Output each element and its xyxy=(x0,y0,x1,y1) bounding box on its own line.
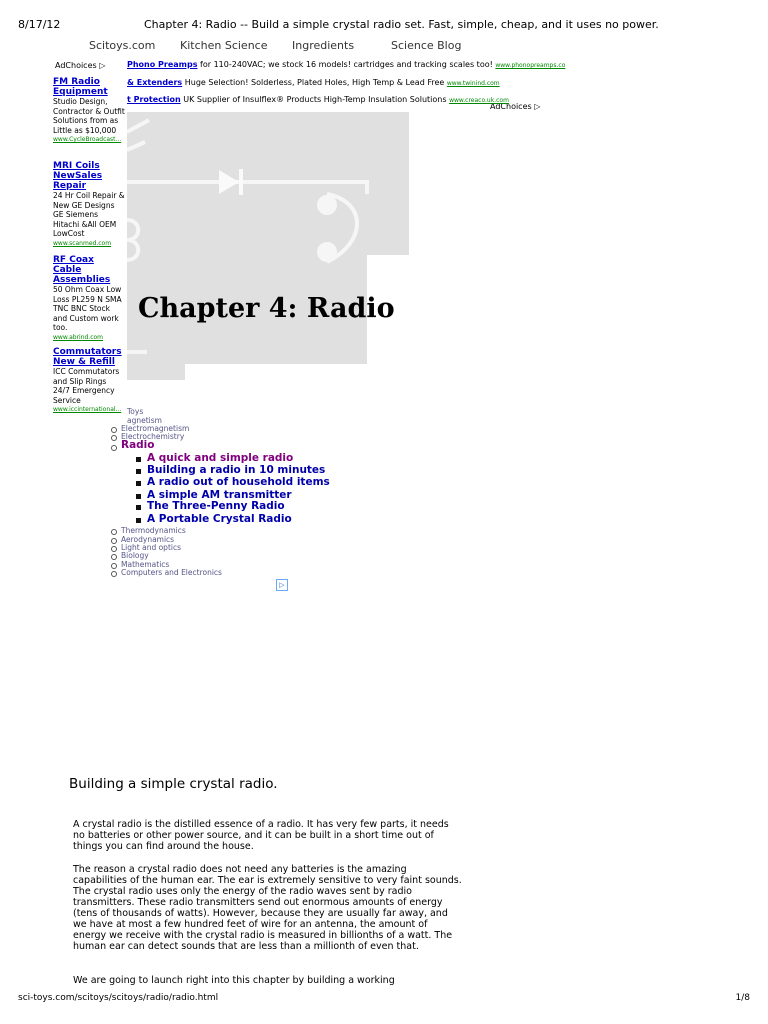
text-ad-url[interactable]: www.twinind.com xyxy=(446,80,500,87)
nav-item-thermodynamics[interactable]: Thermodynamics xyxy=(121,526,186,535)
side-ad-url[interactable]: www.scanmed.com xyxy=(53,239,112,247)
print-date: 8/17/12 xyxy=(18,18,61,31)
nav-bullet xyxy=(111,445,117,451)
text-ad-body: Huge Selection! Solderless, Plated Holes, High Temp & Lead Free xyxy=(182,78,445,87)
body-paragraph: A crystal radio is the distilled essence of a radio. It has very few parts, it needs no batteries or other power source, and it can be built in a short time out of things you can find around the house. xyxy=(73,819,449,852)
text-ad-row xyxy=(127,78,500,87)
side-ad-url[interactable]: www.abrind.com xyxy=(53,333,104,341)
text-ad-link[interactable]: & Extenders xyxy=(127,78,183,87)
adchoices-icon: ▷ xyxy=(99,61,106,70)
nav-bullet xyxy=(111,529,117,535)
nav-bullet xyxy=(111,554,117,560)
side-ad-body: 50 Ohm Coax Low Loss PL259 N SMA TNC BNC Stock and Custom work too. xyxy=(53,285,122,332)
text-ad-url[interactable]: www.phonopreamps.co xyxy=(495,62,566,69)
side-ad-body: Studio Design, Contractor & Outfit Solutions from as Little as $10,000 xyxy=(53,97,125,135)
nav-item-mathematics[interactable]: Mathematics xyxy=(121,560,170,569)
side-ad-link[interactable]: MRI Coils NewSales Repair xyxy=(53,161,103,191)
print-page-title: Chapter 4: Radio -- Build a simple crystal radio set. Fast, simple, cheap, and it uses no power. xyxy=(144,18,659,31)
ad-info-icon[interactable]: ▷ xyxy=(276,579,288,591)
nav-sub-am-transmitter[interactable]: A simple AM transmitter xyxy=(147,489,292,501)
text-ad-url[interactable]: www.creaco.uk.com xyxy=(449,97,509,104)
nav-bullet xyxy=(111,427,117,433)
nav-item-electromagnetism[interactable]: Electromagnetism xyxy=(121,424,190,433)
nav-item-toys[interactable]: Toys xyxy=(127,407,144,416)
body-paragraph: We are going to launch right into this chapter by building a working xyxy=(73,975,395,986)
nav-bullet xyxy=(111,538,117,544)
side-ad-body: ICC Commutators and Slip Rings 24/7 Emergency Service xyxy=(53,367,120,405)
text-ad-link[interactable]: Phono Preamps xyxy=(127,60,198,69)
side-ad-link[interactable]: Commutators New & Refill xyxy=(53,347,122,367)
text-ad-row xyxy=(127,60,565,69)
nav-square-bullet xyxy=(136,469,141,474)
nav-item-light-optics[interactable]: Light and optics xyxy=(121,543,181,552)
text-ad-body: for 110-240VAC; we stock 16 models! cartridges and tracking scales too! xyxy=(197,60,493,69)
nav-square-bullet xyxy=(136,505,141,510)
nav-sub-quick-simple-radio[interactable]: A quick and simple radio xyxy=(147,452,294,464)
side-ad xyxy=(53,77,125,145)
adchoices-label: AdChoices xyxy=(490,102,532,111)
nav-bullet xyxy=(111,435,117,441)
print-footer-url: sci-toys.com/scitoys/scitoys/radio/radio.html xyxy=(18,993,219,1003)
print-page-number: 1/8 xyxy=(735,993,750,1003)
nav-bullet xyxy=(111,571,117,577)
crystal-radio-header-graphic xyxy=(127,112,409,380)
side-ad xyxy=(53,161,125,249)
nav-link-scitoys[interactable]: Scitoys.com xyxy=(89,39,156,52)
nav-square-bullet xyxy=(136,481,141,486)
nav-bullet xyxy=(111,546,117,552)
nav-square-bullet xyxy=(136,457,141,462)
adchoices-label: AdChoices xyxy=(55,61,97,70)
nav-square-bullet xyxy=(136,518,141,523)
nav-bullet xyxy=(111,563,117,569)
side-ad-url[interactable]: www.iccinternational... xyxy=(53,406,122,413)
nav-link-science-blog[interactable]: Science Blog xyxy=(391,39,462,52)
side-ad-link[interactable]: RF Coax Cable Assemblies xyxy=(53,255,111,285)
nav-item-computers-electronics[interactable]: Computers and Electronics xyxy=(121,568,222,577)
text-ad-row xyxy=(127,95,509,104)
text-ad-link[interactable]: t Protection xyxy=(127,95,181,104)
side-ad xyxy=(53,255,125,343)
nav-item-biology[interactable]: Biology xyxy=(121,551,149,560)
side-ad-body: 24 Hr Coil Repair & New GE Designs GE Siemens Hitachi &All OEM LowCost xyxy=(53,191,125,238)
nav-sub-radio-10-minutes[interactable]: Building a radio in 10 minutes xyxy=(147,464,326,476)
nav-sub-portable-crystal-radio[interactable]: A Portable Crystal Radio xyxy=(147,513,292,525)
section-heading: Building a simple crystal radio. xyxy=(69,776,278,792)
text-ad-body: UK Supplier of Insulflex® Products High-Temp Insulation Solutions xyxy=(180,95,447,104)
side-ad xyxy=(53,347,125,415)
nav-item-electrochemistry[interactable]: Electrochemistry xyxy=(121,432,185,441)
adchoices-icon: ▷ xyxy=(534,102,541,111)
nav-sub-three-penny-radio[interactable]: The Three-Penny Radio xyxy=(147,500,285,512)
side-ad-url[interactable]: www.CycleBroadcast... xyxy=(53,136,122,143)
nav-link-ingredients[interactable]: Ingredients xyxy=(292,39,355,52)
nav-sub-household-items[interactable]: A radio out of household items xyxy=(147,476,330,488)
nav-item-magnetism[interactable]: agnetism xyxy=(127,416,162,425)
body-paragraph: The reason a crystal radio does not need any batteries is the amazing capabilities of the human ear. The ear is extremely sensitive to very faint sounds. The crystal radio uses only the energy of the radio waves sent by radio transmitters. These radio transmitters send out enormous amounts of energy (tens of thousands of watts). However, because they are usually far away, and we have at most a few hundred feet of wire for an antenna, the amount of energy we receive with the crystal radio is measured in billionths of a watt. The human ear can detect sounds that are less than a millionth of even that. xyxy=(73,864,462,952)
chapter-title: Chapter 4: Radio xyxy=(138,293,395,324)
nav-item-radio[interactable]: Radio xyxy=(121,439,155,451)
adchoices-badge-side[interactable] xyxy=(55,61,105,70)
nav-square-bullet xyxy=(136,494,141,499)
nav-item-aerodynamics[interactable]: Aerodynamics xyxy=(121,535,175,544)
nav-link-kitchen-science[interactable]: Kitchen Science xyxy=(180,39,268,52)
side-ad-link[interactable]: FM Radio Equipment xyxy=(53,77,108,97)
